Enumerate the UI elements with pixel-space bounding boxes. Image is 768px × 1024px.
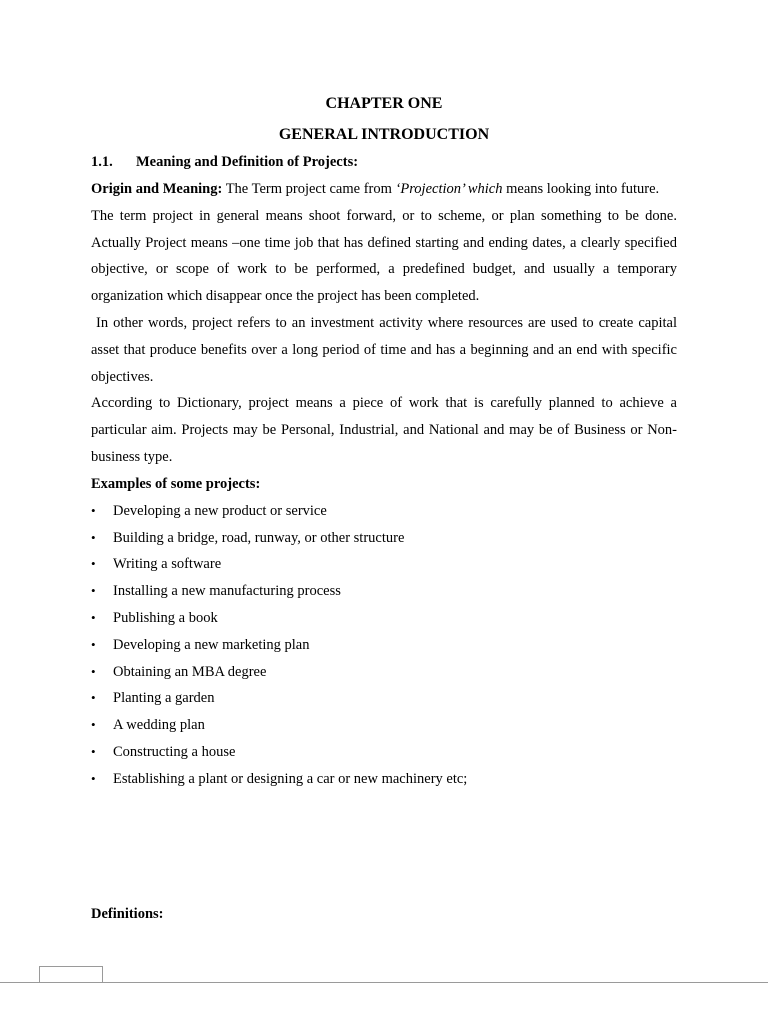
bullet-icon: • [91, 502, 96, 518]
list-item [91, 498, 677, 525]
list-item [91, 712, 677, 739]
paragraph-other-words: In other words, project refers to an investment activity where resources are used to create capital asset that produce benefits over a long period of time and has a beginning and an end with specific objectives. [91, 314, 681, 385]
list-item [91, 766, 677, 793]
list-item [91, 551, 677, 578]
list-item [91, 685, 677, 712]
bullet-icon: • [91, 609, 96, 625]
list-item-text: Establishing a plant or designing a car or new machinery etc; [113, 770, 468, 787]
chapter-title: CHAPTER ONE [325, 95, 443, 112]
origin-label: Origin and Meaning: [91, 181, 223, 197]
list-item [91, 739, 677, 766]
list-item [91, 632, 677, 659]
page-number-tab [39, 966, 103, 983]
origin-paragraph [91, 176, 677, 203]
list-item-text: Developing a new marketing plan [113, 636, 310, 653]
examples-heading: Examples of some projects: [91, 475, 261, 492]
definitions-heading: Definitions: [91, 906, 164, 922]
section-heading [91, 149, 677, 176]
origin-text-after: means looking into future. [502, 181, 660, 197]
list-item-text: Publishing a book [113, 609, 218, 626]
section-title: Meaning and Definition of Projects: [136, 154, 359, 170]
section-number: 1.1. [91, 154, 113, 170]
list-item [91, 605, 677, 632]
list-item-text: Planting a garden [113, 690, 215, 707]
list-item [91, 578, 677, 605]
list-item-text: Obtaining an MBA degree [113, 663, 267, 680]
bullet-icon: • [91, 690, 96, 706]
list-item-text: Constructing a house [113, 743, 236, 760]
origin-text-before: The Term project came from [222, 181, 396, 197]
list-item-text: Developing a new product or service [113, 502, 327, 519]
footer-divider [0, 982, 768, 983]
paragraph-dictionary: According to Dictionary, project means a piece of work that is carefully planned to achieve a particular aim. Projects may be Personal, Industrial, and National and may be of Business or Non-business type. [91, 395, 677, 465]
examples-list [91, 498, 677, 793]
bullet-icon: • [91, 583, 96, 599]
paragraph-term-project: The term project in general means shoot forward, or to scheme, or plan something to be done. Actually Project means –one time job that has defined starting and ending dates, a clearly specified objective, or scope of work to be performed, a predefined budget, and usually a temporary organization which disappear once the project has been completed. [91, 207, 677, 305]
bullet-icon: • [91, 743, 96, 759]
bullet-icon: • [91, 636, 96, 652]
bullet-icon: • [91, 556, 96, 572]
page-content [91, 91, 681, 793]
bullet-icon: • [91, 717, 96, 733]
list-item-text: Writing a software [113, 556, 222, 573]
list-item-text: A wedding plan [113, 717, 205, 734]
list-item-text: Building a bridge, road, runway, or other structure [113, 529, 405, 546]
bullet-icon: • [91, 770, 96, 786]
bullet-icon: • [91, 529, 96, 545]
list-item [91, 525, 677, 552]
bullet-icon: • [91, 663, 96, 679]
list-item [91, 659, 677, 686]
origin-italic: ‘Projection’ which [395, 181, 503, 197]
list-item-text: Installing a new manufacturing process [113, 583, 341, 600]
chapter-subtitle: GENERAL INTRODUCTION [278, 126, 490, 143]
